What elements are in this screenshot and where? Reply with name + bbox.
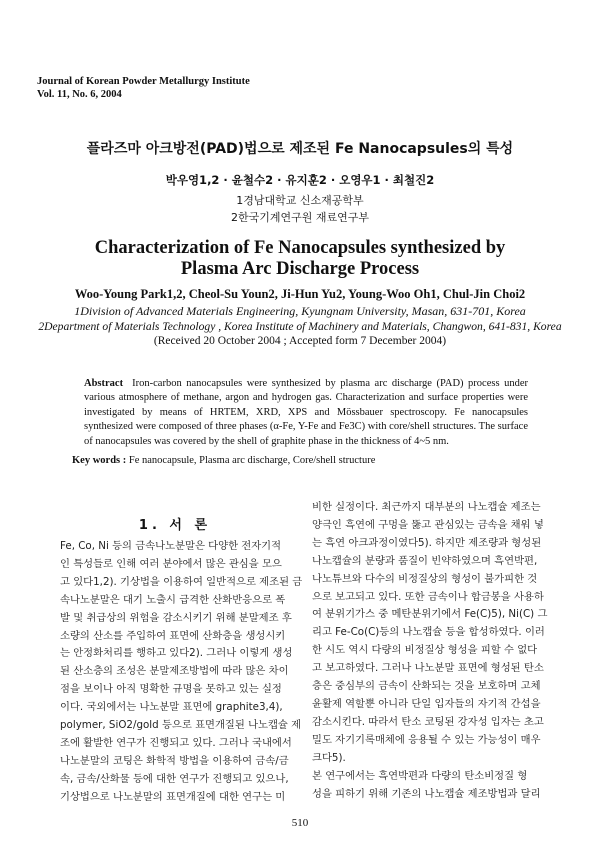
body-text-line: 크다5). [312,751,346,764]
keywords-text: Fe nanocapsule, Plasma arc discharge, Core/shell structure [128,455,376,466]
body-text-line: 는 안정화처리를 행하고 있다2). 그러나 이렇게 생성 [60,647,293,660]
body-text-line: 소량의 산소를 주입하여 표면에 산화층을 생성시키 [60,629,286,642]
body-text-line: 나노분말의 코팅은 화학적 방법을 이용하여 금속/금 [60,754,289,767]
body-text-line: 나노튜브와 다수의 비정질상의 형성이 불가피한 것 [312,572,538,585]
journal-name: Journal of Korean Powder Metallurgy Institute [37,76,250,87]
english-authors: Woo-Young Park1,2, Cheol-Su Youn2, Ji-Hun Yu2, Young-Woo Oh1, Chul-Jin Choi2 [74,287,526,301]
body-text-line: 으로 보고되고 있다. 또한 금속이나 합금봉을 사용하 [312,590,544,603]
english-affiliation-1: 1Division of Advanced Materials Engineering, Kyungnam University, Masan, 631-701, Korea [74,304,526,318]
body-text-line: polymer, SiO2/gold 등으로 표면개질된 나노캡슐 제 [60,719,302,732]
body-text-line: 조에 활발한 연구가 진행되고 있다. 그러나 국내에서 [60,736,292,749]
body-text-line: 발 및 취급상의 위험을 감소시키기 위해 분말제조 후 [60,611,292,624]
korean-title: 플라즈마 아크방전(PAD)법으로 제조된 Fe Nanocapsules의 특성 [86,141,514,157]
received-dates: (Received 20 October 2004 ; Accepted form 7 December 2004) [153,335,447,347]
right-column [312,499,564,803]
english-title-line2: Plasma Arc Discharge Process [180,259,420,279]
body-text-line: 여 분위기가스 중 메탄분위기에서 Fe(C)5), Ni(C) 그 [312,608,548,621]
body-text-line: 속나노분말은 대기 노출시 급격한 산화반응으로 폭 [60,593,286,606]
keywords-label: Key words : [72,455,127,466]
abstract-text: Iron-carbon nanocapsules were synthesized by plasma arc discharge (PAD) process under various atmosphere of methane, argon and hydrogen gas. Characterization and surface properties were investigated by means of HRTEM, XRD, XPS and Mössbauer spectroscopy. Fe nanocapsules synthesized were composed of three phases (α-Fe, Y-Fe and Fe3C) with core/shell structures. The surface of nanocapsules was covered by the shell of graphite phase in the thickness of 4~5 nm. [84,378,528,447]
english-title [0,238,600,280]
korean-authors: 박우영1,2 · 윤철수2 · 유지훈2 · 오영우1 · 최철진2 [165,173,435,187]
body-text-line: 층은 중심부의 금속이 산화되는 것을 보호하며 고체 [312,680,541,693]
korean-affiliation-1: 1경남대학교 신소재공학부 [236,194,364,207]
body-text-line: 속, 금속/산화물 등에 대한 연구가 진행되고 있으나, [60,772,289,785]
journal-header [37,75,250,101]
body-text-line: 고 보고하였다. 그러나 나노분말 표면에 형성된 탄소 [312,662,544,675]
body-text-line: 비한 실정이다. 최근까지 대부분의 나노캡슐 제조는 [312,501,541,513]
body-text-line: 리고 Fe-Co(C)등의 나노캡슐 등을 합성하였다. 이러 [312,626,545,639]
body-text-line: 한 시도 역시 다량의 비정질상 형성을 피할 수 없다 [312,644,538,657]
english-title-line1: Characterization of Fe Nanocapsules synthesized by [94,238,506,258]
section-heading: 1. 서 론 [138,518,212,533]
english-affiliation-2: 2Department of Materials Technology , Korea Institute of Machinery and Materials, Changwon, 641-831, Korea [38,320,562,333]
body-text-line: 본 연구에서는 흑연박편과 다량의 탄소비정질 형 [312,769,528,782]
body-text-line: 이다. 국외에서는 나노분말 표면에 graphite3,4), [60,701,283,714]
abstract-label: Abstract [84,378,124,389]
body-text-line: 점을 보이나 아직 명확한 규명을 못하고 있는 실정 [60,683,282,696]
body-text-line: Fe, Co, Ni 등의 금속나노분말은 다양한 전자기적 [60,540,282,552]
body-text-line: 양극인 흑연에 구멍을 뚫고 관심있는 금속을 채워 넣 [312,518,544,531]
body-text-line: 된 산소층의 조성은 분말제조방법에 따라 많은 차이 [60,665,289,678]
body-text-line: 나노캡슐의 분량과 품질이 빈약하였으며 흑연박편, [312,554,538,567]
body-text-line: 기상법으로 나노분말의 표면개질에 대한 연구는 미 [60,790,286,803]
body-text-line: 인 특성들로 인해 여러 분야에서 많은 관심을 모으 [60,557,282,570]
body-text-line: 성을 피하기 위해 기존의 나노캡슐 제조방법과 달리 [312,787,541,800]
body-text-line: 감소시킨다. 따라서 탄소 코팅된 강자성 입자는 초고 [312,715,544,728]
keywords [72,455,542,466]
body-text-line: 밀도 자기기록매체에 응용될 수 있는 가능성이 매우 [312,733,541,746]
korean-affiliation-2: 2한국기계연구원 재료연구부 [230,211,369,224]
body-text-line: 는 흑연 아크과정이였다5). 하지만 제조량과 형성된 [312,536,542,549]
journal-volume: Vol. 11, No. 6, 2004 [37,89,122,100]
page-number: 510 [291,817,309,829]
body-text-line: 윤활제 역할뿐 아니라 단일 입자들의 자기적 간섭을 [312,697,541,710]
body-text-line: 고 있다1,2). 기상법을 이용하여 일반적으로 제조된 금 [60,575,303,588]
left-column [60,538,312,807]
abstract [84,377,528,449]
